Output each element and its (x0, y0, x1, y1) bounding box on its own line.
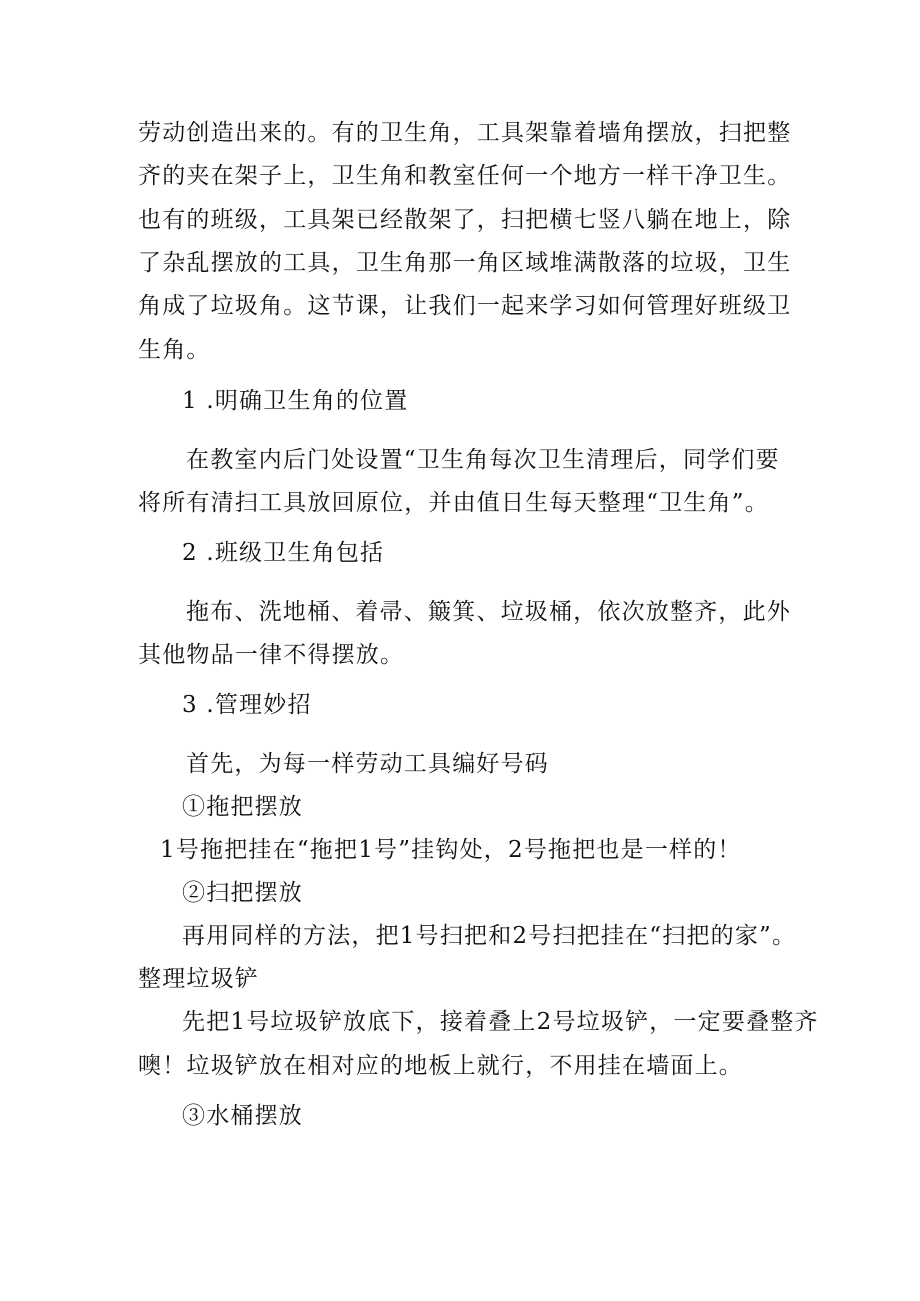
item2-text: 再用同样的方法，把1号扫把和2号扫把挂在“扫把的家”。 (182, 923, 797, 949)
section1-line-1: 在教室内后门处设置“卫生角每次卫生清理后，同学们要 (186, 447, 780, 473)
intro-line-6: 生角。 (138, 337, 211, 363)
dustpan-line-1: 先把1号垃圾铲放底下，接着叠上2号垃圾铲，一定要叠整齐 (182, 1009, 819, 1035)
item1-text: 1号拖把挂在“拖把1号”挂钩处，2号拖把也是一样的！ (160, 837, 742, 863)
intro-line-5: 角成了垃圾角。这节课，让我们一起来学习如何管理好班级卫 (138, 293, 792, 319)
item2-title: ②扫把摆放 (182, 880, 303, 906)
intro-line-1: 劳动创造出来的。有的卫生角，工具架靠着墙角摆放，扫把整 (138, 120, 792, 146)
section2-heading: 2 .班级卫生角包括 (182, 540, 385, 566)
item3-title: ③水桶摆放 (182, 1103, 303, 1129)
item1-title: ①拖把摆放 (182, 794, 303, 820)
section3-first: 首先，为每一样劳动工具编好号码 (186, 751, 549, 777)
section1-heading: 1 .明确卫生角的位置 (182, 388, 409, 414)
intro-line-4: 了杂乱摆放的工具，卫生角那一角区域堆满散落的垃圾，卫生 (138, 250, 792, 276)
section2-line-1: 拖布、洗地桶、着帚、簸箕、垃圾桶，依次放整齐，此外 (186, 599, 791, 625)
dustpan-title: 整理垃圾铲 (138, 966, 259, 992)
intro-line-2: 齐的夹在架子上，卫生角和教室任何一个地方一样干净卫生。 (138, 163, 792, 189)
section3-heading: 3 .管理妙招 (182, 692, 312, 718)
section2-line-2: 其他物品一律不得摆放。 (138, 642, 405, 668)
section1-line-2: 将所有清扫工具放回原位，并由值日生每天整理“卫生角”。 (138, 490, 769, 516)
intro-line-3: 也有的班级，工具架已经散架了，扫把横七竖八躺在地上，除 (138, 207, 792, 233)
dustpan-line-2: 噢！垃圾铲放在相对应的地板上就行，不用挂在墙面上。 (138, 1053, 743, 1079)
